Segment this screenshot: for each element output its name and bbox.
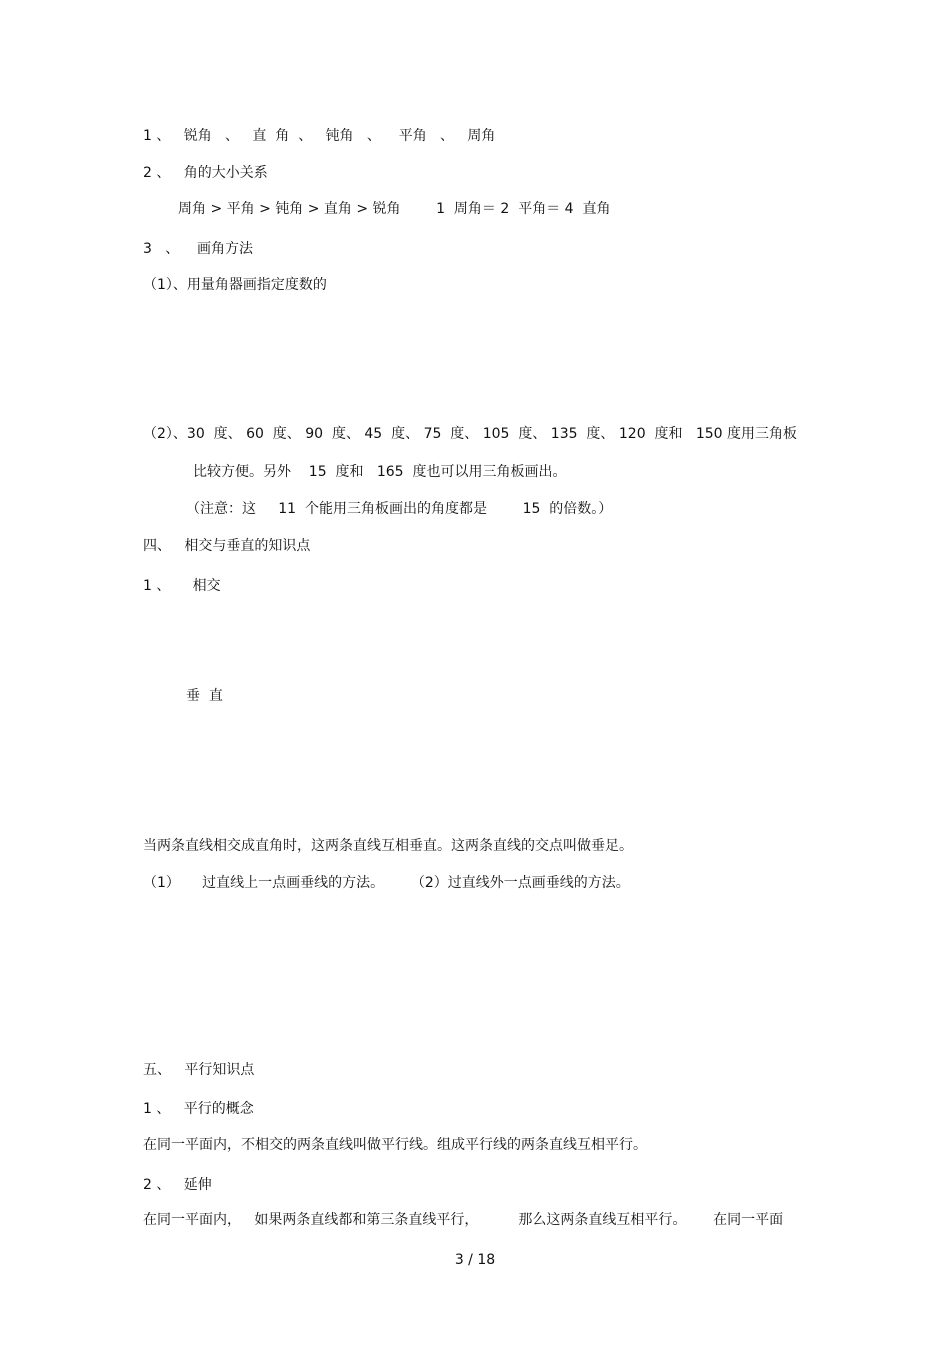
perpendicular-methods: （1） 过直线上一点画垂线的方法。 （2）过直线外一点画垂线的方法。: [143, 875, 630, 891]
protractor-line: （1）、用量角器画指定度数的: [143, 277, 327, 293]
perpendicular-definition: 当两条直线相交成直角时，这两条直线互相垂直。这两条直线的交点叫做垂足。: [143, 838, 633, 854]
angle-order-line: 周角 > 平角 > 钝角 > 直角 > 锐角 1 周角＝ 2 平角＝ 4 直角: [178, 201, 611, 217]
extension-heading: 2 、 延伸: [143, 1177, 212, 1193]
section-five-heading: 五、 平行知识点: [143, 1062, 255, 1078]
note-line: （注意：这 11 个能用三角板画出的角度都是 15 的倍数。）: [186, 501, 613, 517]
angle-types-line: 1 、 锐角 、 直 角 、 钝角 、 平角 、 周角: [143, 128, 496, 144]
extension-text: 在同一平面内， 如果两条直线都和第三条直线平行， 那么这两条直线互相平行。 在同一平面: [143, 1212, 784, 1228]
parallel-concept-heading: 1 、 平行的概念: [143, 1101, 254, 1117]
page-number: 3 / 18: [454, 1252, 496, 1268]
angle-size-heading: 2 、 角的大小关系: [143, 165, 268, 181]
triangle-ruler-line: （2）、30 度、 60 度、 90 度、 45 度、 75 度、 105 度、 135 度、 120 度和 150 度用三角板: [143, 426, 798, 442]
triangle-ruler-continued: 比较方便。另外 15 度和 165 度也可以用三角板画出。: [193, 464, 567, 480]
parallel-definition: 在同一平面内，不相交的两条直线叫做平行线。组成平行线的两条直线互相平行。: [143, 1137, 647, 1153]
drawing-method-heading: 3 、 画角方法: [143, 241, 254, 257]
perpendicular-label: 垂 直: [186, 688, 223, 704]
section-four-heading: 四、 相交与垂直的知识点: [143, 538, 311, 554]
intersect-heading: 1 、 相交: [143, 578, 221, 594]
